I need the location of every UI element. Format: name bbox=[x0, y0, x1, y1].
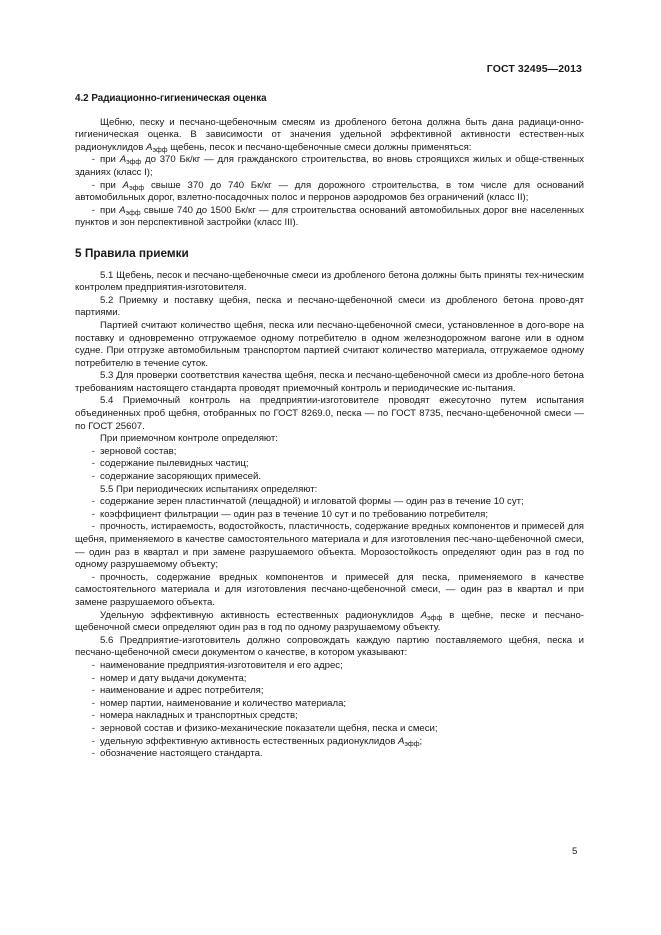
paragraph-4-2-intro: Щебню, песку и песчано-щебеночным смесям из дробленого бетона должна быть дана радиаци-онно-гигиеническая оценка. В зависимости от значения удельной эффективной активности естествен-ных радионуклидов $А_{эфф}$ щебень, песок и песчано-щебеночные смеси должны применяться: bbox=[75, 116, 584, 154]
list-item: - наименование предприятия-изготовителя и его адрес; bbox=[91, 659, 343, 671]
paragraph-5-5: 5.5 При периодических испытаниях определяют: bbox=[100, 483, 318, 495]
list-item-class-1: - при $А_{эфф}$ до 370 Бк/кг — для гражданского строительства, во вновь строящихся жилых и обще-ственных зданиях (класс I); bbox=[75, 154, 584, 178]
paragraph-activity: Удельную эффективную активность естественных радионуклидов $А_{эфф}$ в щебне, песке и песчано-щебеночной смеси определяют один раз в год по одному разрушаемому объекту. bbox=[75, 609, 584, 634]
paragraph-5-4: 5.4 Приемочный контроль на предприятии-изготовителе проводят ежесуточно путем испытания объединенных проб щебня, отобранных по ГОСТ 8269.0, песка — по ГОСТ 8735, песчано-щебеночной смеси — по ГОСТ 25607. bbox=[75, 395, 584, 432]
standard-code: ГОСТ 32495—2013 bbox=[486, 63, 582, 75]
list-item: - содержание пылевидных частиц; bbox=[91, 458, 249, 470]
subsection-title-4-2: 4.2 Радиационно-гигиеническая оценка bbox=[75, 93, 267, 104]
list-item: - номер партии, наименование и количество материала; bbox=[91, 697, 347, 709]
list-item: - прочность, истираемость, водостойкость, пластичность, содержание вредных компонентов и примесей для щебня, применяемого в качестве самостоятельного материала и для изготовления пес-чано-щебеночной смеси, — один раз в квартал и при замене разрушаемого объекта. Морозостойкость определяют один раз в год по одному разрушаемому объекту; bbox=[75, 521, 584, 571]
list-item: - номера накладных и транспортных средств; bbox=[91, 710, 298, 722]
page-number: 5 bbox=[572, 846, 578, 857]
list-item-class-2: - при $А_{эфф}$ свыше 370 до 740 Бк/кг — для дорожного строительства, в том числе для оснований автомобильных дорог, взлетно-посадочных полос и перронов аэродромов без ограничений (класс II); bbox=[75, 179, 584, 204]
page-content bbox=[75, 93, 584, 761]
list-item: - содержание зерен пластинчатой (лещадной) и игловатой формы — один раз в течение 10 сут; bbox=[91, 496, 524, 508]
list-item: - прочность, содержание вредных компонентов и примесей для песка, применяемого в качестве самостоятельного материала и для изготовления песчано-щебеночной смеси, — один раз в квартал и при замене разрушаемого объекта. bbox=[75, 571, 584, 608]
list-item: - коэффициент фильтрации — один раз в течение 10 сут и по требованию потребителя; bbox=[91, 508, 488, 520]
paragraph-5-2: 5.2 Приемку и поставку щебня, песка и песчано-щебеночной смеси из дробленого бетона прово-дят партиями. bbox=[75, 294, 584, 319]
list-item: - номер и дату выдачи документа; bbox=[91, 672, 247, 684]
list-item: - обозначение настоящего стандарта. bbox=[91, 748, 263, 760]
list-item: - содержание засоряющих примесей. bbox=[91, 471, 261, 483]
paragraph-party: Партией считают количество щебня, песка или песчано-щебеночной смеси, установленное в дого-воре на поставку и одновременно отгружаемое одному потребителю в одном железнодорожном вагоне или в одном судне. При отгрузке автомобильным транспортом партией считают количество материала, отгружаемое одному потребителю в течение суток. bbox=[75, 319, 584, 369]
paragraph-5-3: 5.3 Для проверки соответствия качества щебня, песка и песчано-щебеночной смеси из дробле-ного бетона требованиям настоящего стандарта проводят приемочный контроль и периодические ис-пытания. bbox=[75, 370, 584, 394]
list-item: - наименование и адрес потребителя; bbox=[91, 685, 264, 697]
paragraph-5-6: 5.6 Предприятие-изготовитель должно сопровождать каждую партию поставляемого щебня, песка и песчано-щебеночной смеси документом о качестве, в котором указывают: bbox=[75, 634, 584, 659]
paragraph-5-1: 5.1 Щебень, песок и песчано-щебеночные смеси из дробленого бетона должны быть приняты тех-ническим контролем предприятия-изготовителя. bbox=[75, 269, 584, 294]
list-item: - зерновой состав; bbox=[91, 445, 177, 457]
list-item-class-3: - при $А_{эфф}$ свыше 740 до 1500 Бк/кг — для строительства оснований автомобильных дорог вне населенных пунктов и зон перспективной застройки (класс III). bbox=[75, 204, 584, 229]
paragraph-acceptance: При приемочном контроле определяют: bbox=[100, 433, 278, 445]
section-title-5: 5 Правила приемки bbox=[75, 245, 189, 260]
list-item: - удельную эффективную активность естественных радионуклидов $А_{эфф}$; bbox=[91, 735, 423, 748]
list-item: - зерновой состав и физико-механические показатели щебня, песка и смеси; bbox=[91, 722, 438, 734]
